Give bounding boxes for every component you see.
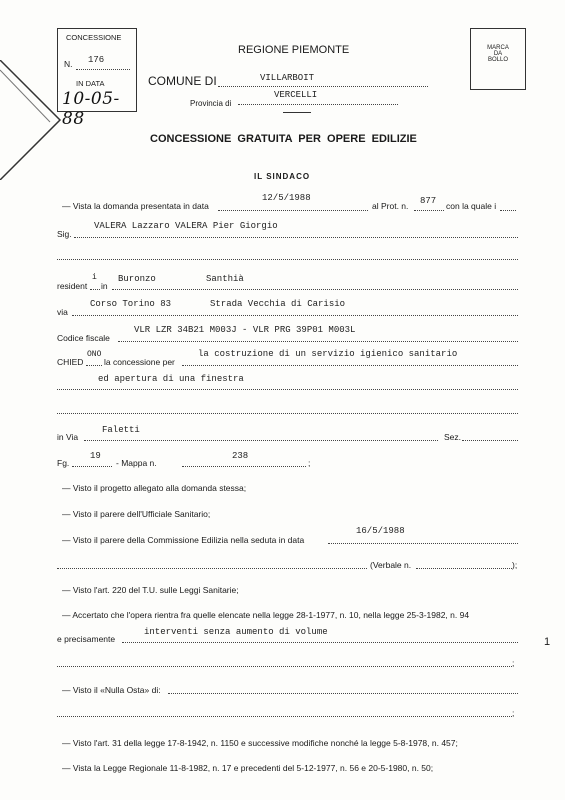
mappa-label: - Mappa n. xyxy=(116,458,157,468)
domanda-lead: — Vista la domanda presentata in data xyxy=(62,201,209,211)
provincia-name: VERCELLI xyxy=(274,90,318,100)
resident-place-2: Santhià xyxy=(206,274,244,284)
ched-text: la concessione per xyxy=(104,357,175,367)
codice-value: VLR LZR 34B21 M003J - VLR PRG 39P01 M003L xyxy=(134,325,356,335)
doc-title: CONCESSIONE GRATUITA PER OPERE EDILIZIE xyxy=(150,133,417,145)
sig-value: VALERA Lazzaro VALERA Pier Giorgio xyxy=(94,221,278,231)
visto-art220: — Visto l'art. 220 del T.U. sulle Leggi Sanitarie; xyxy=(62,585,239,595)
marca-bollo-box: MARCA DA BOLLO xyxy=(470,28,526,90)
fg-value: 19 xyxy=(90,451,101,461)
visto-art31: — Visto l'art. 31 della legge 17-8-1942, n. 1150 e successive modifiche nonché la legge 5-8-1978, n. 457; xyxy=(62,738,458,748)
concession-n-label: N. xyxy=(64,59,73,69)
invia-label: in Via xyxy=(57,432,79,442)
resident-label: resident xyxy=(57,281,88,291)
via-label: via xyxy=(57,307,68,317)
fg-label: Fg. xyxy=(57,458,70,468)
prot-label: al Prot. n. xyxy=(372,201,409,211)
precisamente-label: e precisamente xyxy=(57,634,116,644)
concession-title: CONCESSIONE xyxy=(66,33,122,42)
via-value-2: Strada Vecchia di Carisio xyxy=(210,299,346,309)
region-title: REGIONE PIEMONTE xyxy=(238,44,350,56)
precisamente-value: interventi senza aumento di volume xyxy=(144,627,328,637)
via-value-1: Corso Torino 83 xyxy=(90,299,172,309)
mappa-value: 238 xyxy=(232,451,249,461)
ched-label: CHIED xyxy=(57,357,84,367)
codice-label: Codice fiscale xyxy=(57,333,110,343)
visto-progetto: — Visto il progetto allegato alla domanda stessa; xyxy=(62,483,247,493)
vista-regionale: — Vista la Legge Regionale 11-8-1982, n. 17 e precedenti del 5-12-1977, n. 56 e 20-5-1980, n. 50; xyxy=(62,763,434,773)
comune-name: VILLARBOIT xyxy=(260,73,315,83)
ched-value: la costruzione di un servizio igienico sanitario xyxy=(198,349,458,359)
sig-label: Sig. xyxy=(57,229,72,239)
concession-date: 10-05-88 xyxy=(62,89,120,129)
concession-number: 176 xyxy=(88,55,105,65)
nulla-osta: — Visto il «Nulla Osta» di: xyxy=(62,685,161,695)
invia-value: Faletti xyxy=(102,425,140,435)
concession-box xyxy=(57,28,137,129)
sez-label: Sez. xyxy=(444,432,462,442)
sindaco-heading: IL SINDACO xyxy=(254,172,311,181)
comune-label: COMUNE DI xyxy=(148,74,217,88)
resident-in: in xyxy=(101,281,108,291)
accertato: — Accertato che l'opera rientra fra quelle elencate nella legge 28-1-1977, n. 10, nella legge 25-3-1982, n. 94 xyxy=(62,610,470,620)
ched-suffix: ONO xyxy=(87,350,102,359)
domanda-date: 12/5/1988 xyxy=(262,193,311,203)
prot-number: 877 xyxy=(420,196,437,206)
visto-commissione: — Visto il parere della Commissione Edilizia nella seduta in data xyxy=(62,535,305,545)
resident-suffix: i xyxy=(92,273,97,282)
resident-place-1: Buronzo xyxy=(118,274,156,284)
visto-parere-uff: — Visto il parere dell'Ufficiale Sanitario; xyxy=(62,509,211,519)
domanda-tail: con la quale i xyxy=(446,201,497,211)
ched-value-2: ed apertura di una finestra xyxy=(98,374,244,384)
concession-date-label: IN DATA xyxy=(76,79,105,88)
commissione-date: 16/5/1988 xyxy=(356,526,405,536)
page-mark: 1 xyxy=(544,636,551,648)
provincia-label: Provincia di xyxy=(190,99,232,108)
verbale-label: (Verbale n. xyxy=(370,560,412,570)
